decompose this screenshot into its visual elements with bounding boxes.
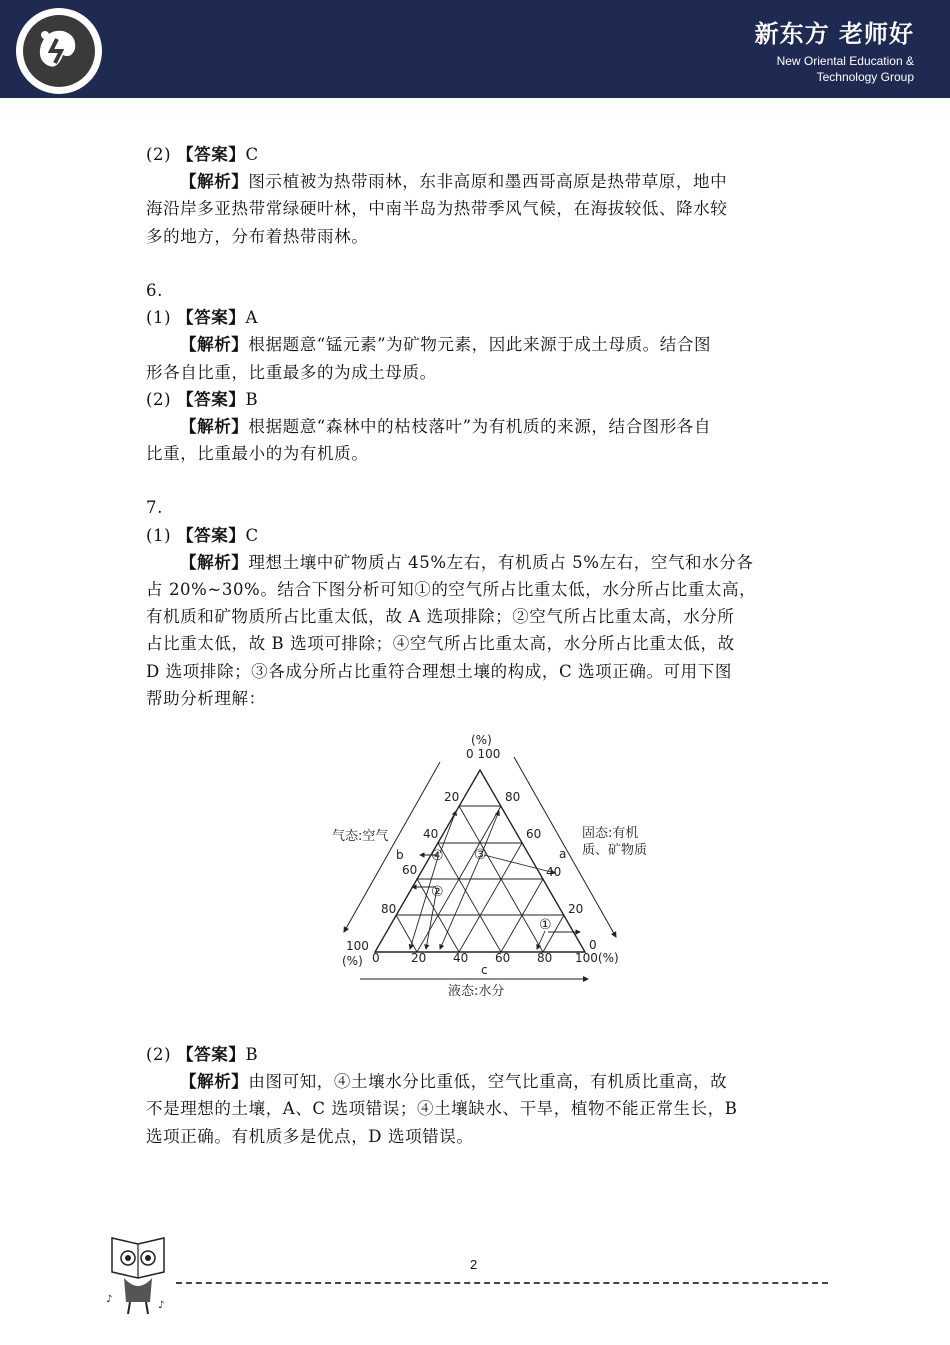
question-number: 6. [146, 280, 163, 300]
point-3: ③ [474, 847, 487, 863]
explanation-text: 理想土壤中矿物质占 45%左右，有机质占 5%左右，空气和水分各 [248, 552, 754, 572]
brand-name-en-1: New Oriental Education & [776, 54, 914, 68]
page-number: 2 [470, 1257, 478, 1272]
explanation-line: 多的地方，分布着热带雨林。 [146, 226, 369, 246]
top-unit-label: (%) [471, 733, 492, 747]
explanation-line: 海沿岸多亚热带常绿硬叶林，中南半岛为热带季风气候，在海拔较低、降水较 [146, 199, 728, 219]
explanation-text: 图示植被为热带雨林，东非高原和墨西哥高原是热带草原，地中 [248, 172, 728, 192]
owl-mascot [104, 1232, 174, 1318]
brand-logo [16, 8, 102, 94]
item-number: (2) [146, 145, 172, 164]
answer-line [146, 522, 806, 549]
globe-icon [23, 15, 95, 87]
item-number: (2) [146, 389, 172, 409]
answer-line [146, 141, 806, 168]
left-tick-labels [381, 790, 459, 916]
explanation-line: D 选项排除；③各成分所占比重符合理想土壤的构成，C 选项正确。可用下图 [146, 661, 732, 681]
tick-label: 80 [381, 902, 397, 916]
explanation-text: 根据题意“锰元素”为矿物元素，因此来源于成土母质。结合图 [248, 335, 712, 355]
tick-label: 40 [453, 951, 469, 965]
explanation-line: 比重，比重最小的为有机质。 [146, 444, 369, 464]
brand-text [755, 14, 914, 85]
solid-axis-name-2: 质、矿物质 [582, 843, 648, 858]
item-number: (1) [146, 525, 172, 545]
answer-value: A [245, 308, 258, 328]
answer-line [146, 1041, 806, 1068]
water-axis-letter: c [481, 963, 488, 977]
air-axis-name: 气态:空气 [332, 829, 389, 844]
answer-value: C [245, 145, 259, 164]
solid-axis-name-1: 固态:有机 [582, 826, 639, 841]
svg-text:♪: ♪ [106, 1294, 113, 1305]
answer-tag: 【答案】 [177, 389, 246, 409]
point-2: ② [431, 884, 444, 900]
tick-label: 100(%) [575, 951, 619, 965]
answer-tag: 【答案】 [177, 308, 246, 328]
explanation-text: 根据题意“森林中的枯枝落叶”为有机质的来源，结合图形各自 [248, 416, 712, 436]
explanation-tag: 【解析】 [180, 335, 249, 355]
tick-label: 20 [411, 951, 427, 965]
tick-label: 40 [423, 827, 439, 841]
explanation-line: 不是理想的土壤，A、C 选项错误；④土壤缺水、干旱，植物不能正常生长，B [146, 1099, 738, 1119]
tick-label: 40 [546, 865, 562, 879]
answer-tag: 【答案】 [177, 145, 246, 164]
answer-line [146, 386, 806, 413]
explanation-tag: 【解析】 [180, 1072, 249, 1092]
explanation-line [146, 1068, 806, 1095]
question-number: 7. [146, 498, 163, 518]
right-zero-label: 0 [589, 938, 597, 952]
answer-line [146, 304, 806, 331]
soil-ternary-diagram [330, 727, 648, 1005]
explanation-line [146, 549, 806, 576]
explanation-text: 由图可知，④土壤水分比重低，空气比重高，有机质比重高，故 [248, 1072, 728, 1092]
explanation-line [146, 168, 806, 195]
explanation-line [146, 413, 806, 440]
explanation-tag: 【解析】 [180, 552, 249, 572]
brand-name-en-2: Technology Group [816, 70, 914, 84]
tick-label: 20 [444, 790, 460, 804]
explanation-line: 有机质和矿物质所占比重太低，故 A 选项排除；②空气所占比重太高，水分所 [146, 607, 735, 627]
tick-label: 60 [495, 951, 511, 965]
svg-text:♪: ♪ [158, 1300, 165, 1311]
water-axis-name: 液态:水分 [448, 984, 505, 999]
explanation-line: 占比重太低，故 B 选项可排除；④空气所占比重太高，水分所占比重太低，故 [146, 634, 735, 654]
answer-tag: 【答案】 [177, 1044, 246, 1064]
air-axis-letter: b [396, 848, 404, 862]
solid-axis-letter: a [559, 847, 567, 861]
brand-name-cn: 新东方 老师好 [754, 20, 914, 48]
answer-value: B [245, 1044, 259, 1064]
point-4: ④ [431, 848, 444, 864]
answer-value: B [245, 389, 259, 409]
bottom-tick-labels [372, 951, 619, 965]
point-1: ① [539, 917, 552, 933]
left-corner-label: 100 [346, 939, 369, 953]
tick-label: 20 [568, 902, 584, 916]
explanation-line [146, 331, 806, 358]
tick-label: 80 [505, 790, 521, 804]
sample-points [431, 847, 552, 933]
explanation-line: 帮助分析理解： [146, 688, 266, 708]
explanation-line: 占 20%~30%。结合下图分析可知①的空气所占比重太低，水分所占比重太高， [146, 580, 757, 599]
item-number: (2) [146, 1044, 172, 1064]
tick-label: 60 [526, 827, 542, 841]
explanation-tag: 【解析】 [180, 416, 249, 436]
explanation-line: 选项正确。有机质多是优点，D 选项错误。 [146, 1126, 474, 1146]
left-corner-unit: (%) [342, 954, 363, 968]
answer-value: C [245, 525, 259, 545]
explanation-tag: 【解析】 [180, 172, 249, 192]
explanation-line: 形各自比重，比重最多的为成土母质。 [146, 362, 437, 382]
answer-tag: 【答案】 [177, 525, 246, 545]
item-number: (1) [146, 308, 172, 328]
tick-label: 0 [372, 951, 380, 965]
top-vertex-label: 0 100 [466, 747, 501, 761]
tick-label: 80 [537, 951, 553, 965]
right-tick-labels [505, 790, 583, 916]
page-header [0, 0, 950, 98]
tick-label: 60 [402, 863, 418, 877]
footer-divider [176, 1282, 828, 1284]
